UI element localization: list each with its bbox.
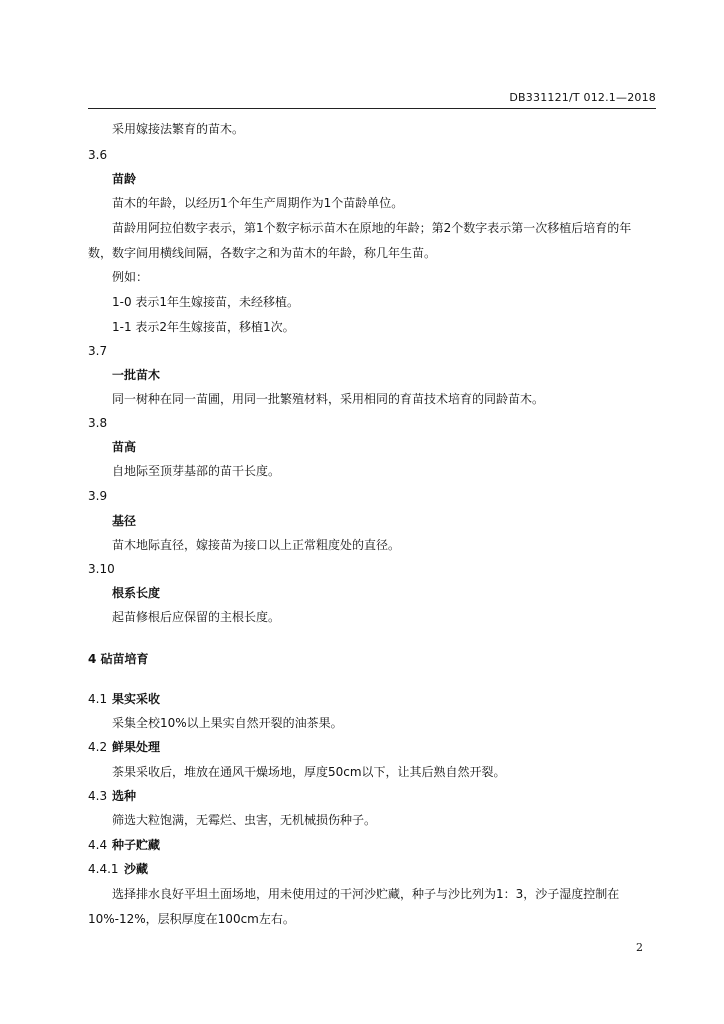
clause-number: 3.6 [88,148,108,162]
subclause-number: 4.4.1 [88,862,119,876]
subclause-number: 4.2 [88,740,108,754]
subclause-number: 4.1 [88,692,108,706]
paragraph-line: 例如： [112,270,149,284]
header-rule [88,108,656,109]
term-title: 苗龄 [112,172,137,186]
document-id-header: DB331121/T 012.1—2018 [509,91,656,104]
subclause-title: 果实采收 [112,692,161,706]
term-title: 苗高 [112,440,137,454]
paragraph-line: 起苗修根后应保留的主根长度。 [112,610,281,624]
paragraph-line: 茶果采收后，堆放在通风干燥场地，厚度50cm以下，让其后熟自然开裂。 [112,765,506,779]
clause-number: 3.9 [88,489,108,503]
paragraph-line: 数，数字间用横线间隔，各数字之和为苗木的年龄，称几年生苗。 [88,246,437,260]
clause-number: 3.7 [88,344,108,358]
paragraph-line: 筛选大粒饱满，无霉烂、虫害，无机械损伤种子。 [112,813,377,827]
paragraph-line: 采集全校10%以上果实自然开裂的油茶果。 [112,716,343,730]
page-number: 2 [636,941,643,954]
subclause-title: 选种 [112,789,137,803]
paragraph-line: 1-1 表示2年生嫁接苗，移植1次。 [112,320,295,334]
subclause-number: 4.3 [88,789,108,803]
section-heading: 4 砧苗培育 [88,652,149,666]
term-title: 基径 [112,514,137,528]
paragraph-line: 苗木地际直径，嫁接苗为接口以上正常粗度处的直径。 [112,538,401,552]
paragraph-line: 10%-12%，层积厚度在100cm左右。 [88,912,295,926]
paragraph-line: 苗龄用阿拉伯数字表示，第1个数字标示苗木在原地的年龄；第2个数字表示第一次移植后培育的年 [112,221,632,235]
subclause-title: 鲜果处理 [112,740,161,754]
subclause-number: 4.4 [88,838,108,852]
clause-number: 3.8 [88,416,108,430]
paragraph-line: 选择排水良好平坦土面场地，用未使用过的干河沙贮藏，种子与沙比列为1：3，沙子湿度控制在 [112,887,620,901]
term-title: 一批苗木 [112,368,161,382]
term-title: 根系长度 [112,586,161,600]
subclause-title: 沙藏 [124,862,149,876]
paragraph-line: 苗木的年龄，以经历1个年生产周期作为1个苗龄单位。 [112,196,404,210]
paragraph-line: 采用嫁接法繁育的苗木。 [112,122,245,136]
subclause-title: 种子贮藏 [112,838,161,852]
paragraph-line: 同一树种在同一苗圃，用同一批繁殖材料，采用相同的育苗技术培育的同龄苗木。 [112,392,545,406]
paragraph-line: 1-0 表示1年生嫁接苗，未经移植。 [112,295,300,309]
paragraph-line: 自地际至顶芽基部的苗干长度。 [112,464,281,478]
clause-number: 3.10 [88,562,115,576]
